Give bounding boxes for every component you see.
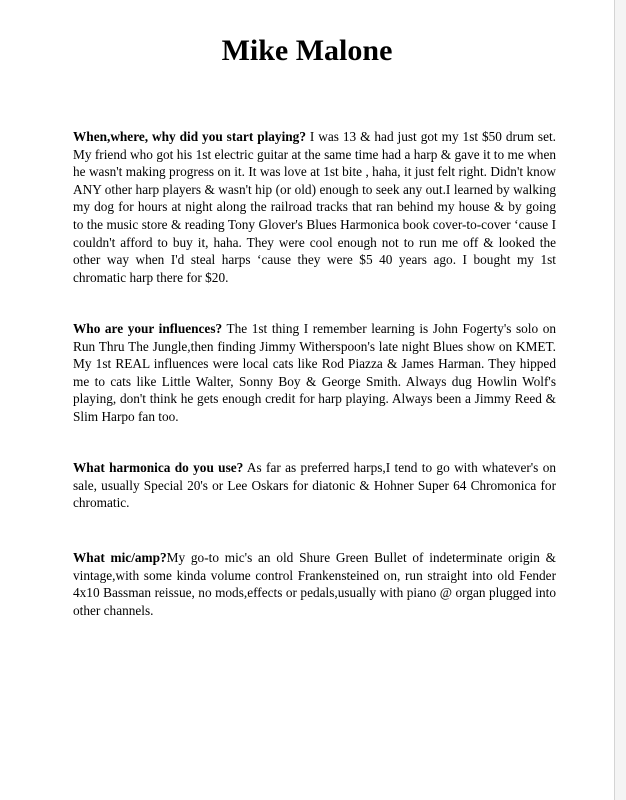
question-harmonica: What harmonica do you use? (73, 460, 244, 475)
question-mic-amp: What mic/amp? (73, 550, 167, 565)
answer-mic-amp: My go-to mic's an old Shure Green Bullet of indeterminate origin & vintage,with some kinda volume control Frankensteined on, run straight into old Fender 4x10 Bassman reissue, no mods,effects or pedals,usually with piano @ organ plugged into other channels. (73, 550, 556, 618)
viewer-gutter (615, 0, 626, 800)
qa-section-mic-amp (73, 549, 556, 619)
qa-section-harmonica (73, 459, 556, 512)
qa-section-start-playing (73, 128, 556, 286)
qa-section-influences (73, 320, 556, 426)
question-start-playing: When,where, why did you start playing? (73, 129, 306, 144)
answer-start-playing: I was 13 & had just got my 1st $50 drum set. My friend who got his 1st electric guitar at the same time had a harp & gave it to me when he wasn't making progress on it. It was love at 1st bite , haha, it just felt right. Didn't know ANY other harp players & wasn't hip (or old) enough to seek any out.I learned by walking my dog for hours at night along the railroad tracks that ran behind my house & by going to the music store & reading Tony Glover's Blues Harmonica book cover-to-cover ‘cause I couldn't afford to buy it, haha. They were cool enough not to run me off & looked the other way when I'd steal harps ‘cause they were $5 40 years ago. I bought my 1st chromatic harp there for $20. (73, 129, 556, 285)
answer-influences: The 1st thing I remember learning is John Fogerty's solo on Run Thru The Jungle,then finding Jimmy Witherspoon's late night Blues show on KMET. My 1st REAL influences were local cats like Rod Piazza & James Harman. They hipped me to cats like Little Walter, Sonny Boy & George Smith. Always dug Howlin Wolf's playing, don't think he gets enough credit for harp playing. Always been a Jimmy Reed & Slim Harpo fan too. (73, 321, 556, 424)
page-title: Mike Malone (221, 34, 393, 67)
answer-harmonica: As far as preferred harps,I tend to go with whatever's on sale, usually Special 20's or Lee Oskars for diatonic & Hohner Super 64 Chromonica for chromatic. (73, 460, 556, 511)
question-influences: Who are your influences? (73, 321, 223, 336)
